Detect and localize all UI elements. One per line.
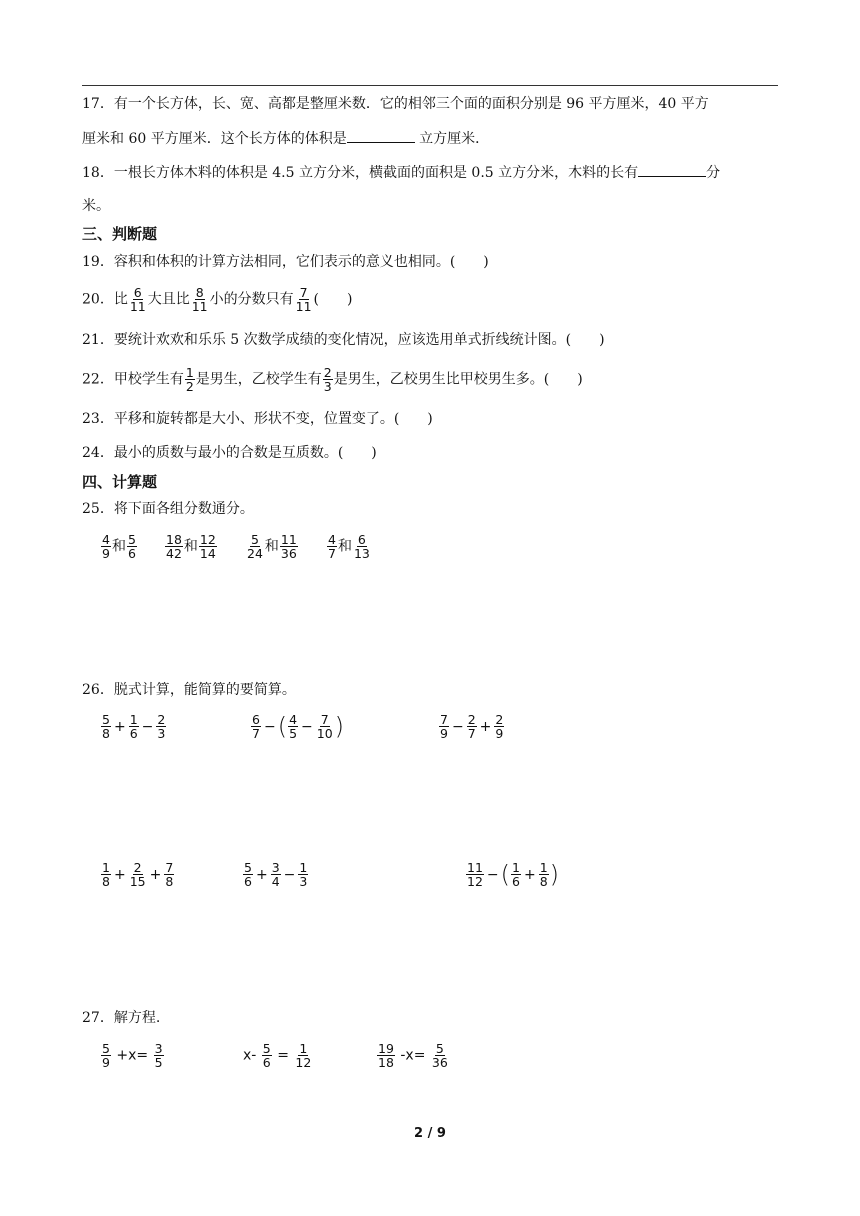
q26-title: 26．脱式计算，能简算的要简算。 (82, 682, 296, 698)
q26-expr-4: $\frac{1}{8}$ + $\frac{2}{15}$ + $\frac{7}{8}$ (102, 860, 174, 889)
q25-group-2: $\frac{18}{42}$ 和 $\frac{12}{14}$ (166, 532, 216, 561)
q25-group-1: $\frac{4}{9}$ 和 $\frac{5}{6}$ (102, 532, 136, 561)
q19: 19．容积和体积的计算方法相同，它们表示的意义也相同。( ) (82, 254, 489, 270)
q25-group-3: $\frac{5}{24}$ 和 $\frac{11}{36}$ (247, 532, 297, 561)
q26-expr-6: $\frac{11}{12}$ −( $\frac{1}{6}$ + $\frac{1}{8}$ ) (467, 860, 560, 889)
q21: 21．要统计欢欢和乐乐 5 次数学成绩的变化情况，应该选用单式折线统计图。( ) (82, 332, 605, 348)
q26-expr-3: $\frac{7}{9}$ − $\frac{2}{7}$ + $\frac{2}{9}$ (440, 712, 504, 741)
q26-expr-2: $\frac{6}{7}$ −( $\frac{4}{5}$ − $\frac{7}{10}$ ) (252, 712, 345, 741)
q26-expr-1: $\frac{5}{8}$ + $\frac{1}{6}$ − $\frac{2}{3}$ (102, 712, 166, 741)
fraction: $\frac{6}{11}$ (129, 285, 146, 314)
fraction: $\frac{8}{11}$ (191, 285, 208, 314)
q18-line2: 米。 (82, 198, 110, 214)
header-rule (82, 85, 778, 86)
fraction: $\frac{7}{11}$ (295, 285, 312, 314)
q27-eq-3: $\frac{19}{18}$ -x= $\frac{5}{36}$ (378, 1041, 448, 1070)
q26-expr-5: $\frac{5}{6}$ + $\frac{3}{4}$ − $\frac{1}{3}$ (244, 860, 308, 889)
q17-line1: 17．有一个长方体，长、宽、高都是整厘米数．它的相邻三个面的面积分别是 96 平方厘米，40 平方 (82, 96, 709, 112)
q22: 22．甲校学生有 $\frac{1}{2}$ 是男生，乙校学生有 $\frac{2}{3}$ 是男生，乙校男生比甲校男生多。( ) (82, 365, 583, 394)
q23: 23．平移和旋转都是大小、形状不变，位置变了。( ) (82, 411, 433, 427)
q20: 20．比 $\frac{6}{11}$ 大且比 $\frac{8}{11}$ 小的分数只有 $\frac{7}{11}$ ( ) (82, 285, 353, 314)
page-number: 2 / 9 (414, 1126, 446, 1141)
fraction: $\frac{2}{3}$ (323, 365, 332, 394)
fraction: $\frac{1}{2}$ (185, 365, 194, 394)
q18-line1: 18．一根长方体木料的体积是 4.5 立方分米，横截面的面积是 0.5 立方分米，木料的长有 分 (82, 162, 720, 183)
q27-title: 27．解方程. (82, 1010, 161, 1026)
answer-blank[interactable] (638, 162, 706, 177)
q25-group-4: $\frac{4}{7}$ 和 $\frac{6}{13}$ (328, 532, 370, 561)
q24: 24．最小的质数与最小的合数是互质数。( ) (82, 445, 377, 461)
q17-line2: 厘米和 60 平方厘米．这个长方体的体积是 立方厘米． (82, 128, 489, 149)
section-heading-judgement: 三、判断题 (82, 225, 158, 243)
section-heading-calculation: 四、计算题 (82, 473, 158, 491)
q25-title: 25．将下面各组分数通分。 (82, 501, 254, 517)
q27-eq-1: $\frac{5}{9}$ +x= $\frac{3}{5}$ (102, 1041, 163, 1070)
q27-eq-2: x- $\frac{5}{6}$ = $\frac{1}{12}$ (243, 1041, 312, 1070)
answer-blank[interactable] (347, 128, 415, 143)
